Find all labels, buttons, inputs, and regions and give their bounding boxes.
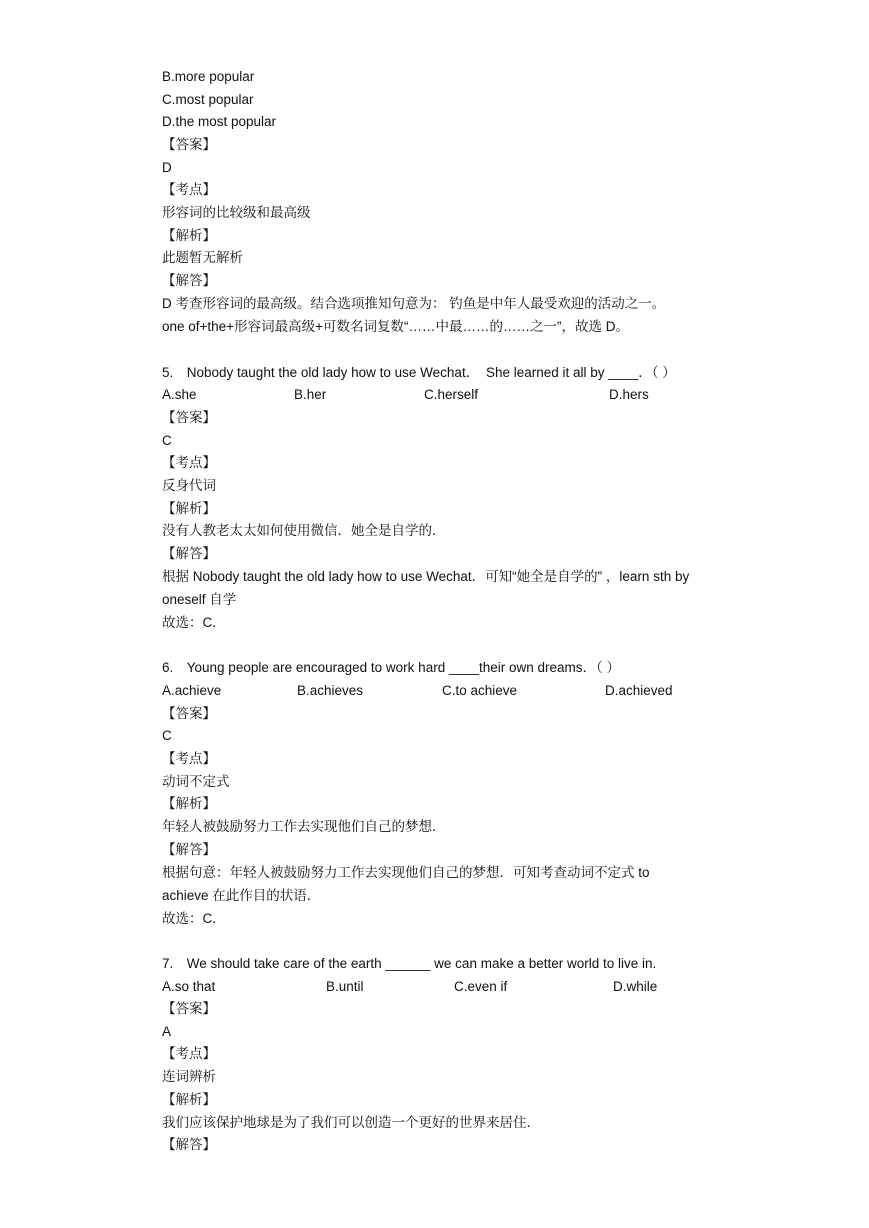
q6-solution-line: achieve 在此作目的状语． [162, 888, 321, 903]
q6-option-a: A.achieve [162, 683, 222, 698]
q6-question: 6. Young people are encouraged to work hard ____their own dreams．（ ） [162, 660, 621, 675]
q5-solution-label: 【解答】 [162, 546, 216, 561]
q5-analysis-label: 【解析】 [162, 501, 216, 516]
q6-solution-line: 根据句意：年轻人被鼓励努力工作去实现他们自己的梦想．可知考查动词不定式 to [162, 865, 650, 880]
q7-option-b: B.until [326, 979, 364, 994]
q6-solution-line: 故选：C． [162, 911, 226, 926]
q5-solution-line: 根据 Nobody taught the old lady how to use Wechat．可知“她全是自学的” ，learn sth by [162, 569, 690, 584]
q5-solution-line: 故选：C． [162, 615, 226, 630]
q5-answer: C [162, 433, 172, 448]
q6-analysis: 年轻人被鼓励努力工作去实现他们自己的梦想． [162, 819, 446, 834]
q7-solution-label: 【解答】 [162, 1137, 216, 1152]
q7-option-d: D.while [613, 979, 658, 994]
q4-option-c: C.most popular [162, 92, 254, 107]
q7-point-label: 【考点】 [162, 1046, 216, 1061]
q4-solution-line: one of+the+形容词最高级+可数名词复数“……中最……的……之一”，故选 D。 [162, 319, 629, 334]
q7-question: 7. We should take care of the earth ______ we can make a better world to live in. [162, 956, 657, 971]
q4-option-b: B.more popular [162, 69, 255, 84]
q5-answer-label: 【答案】 [162, 410, 216, 425]
q7-analysis-label: 【解析】 [162, 1092, 216, 1107]
q4-analysis: 此题暂无解析 [162, 250, 243, 265]
q5-analysis: 没有人教老太太如何使用微信．她全是自学的． [162, 523, 446, 538]
q4-analysis-label: 【解析】 [162, 228, 216, 243]
q6-option-b: B.achieves [297, 683, 364, 698]
q4-solution-line: D 考查形容词的最高级。结合选项推知句意为： 钓鱼是中年人最受欢迎的活动之一。 [162, 296, 666, 311]
q6-solution-label: 【解答】 [162, 842, 216, 857]
q4-answer: D [162, 160, 172, 175]
q5-point-label: 【考点】 [162, 455, 216, 470]
q5-option-c: C.herself [424, 387, 479, 402]
q5-question: 5. Nobody taught the old lady how to use Wechat． She learned it all by ____．（ ） [162, 365, 676, 380]
q7-point: 连词辨析 [162, 1069, 216, 1084]
q6-point-label: 【考点】 [162, 751, 216, 766]
q7-answer: A [162, 1024, 172, 1039]
q6-option-d: D.achieved [605, 683, 673, 698]
q4-option-d: D.the most popular [162, 114, 277, 129]
q5-point: 反身代词 [162, 478, 216, 493]
q5-option-d: D.hers [609, 387, 649, 402]
q4-point-label: 【考点】 [162, 182, 216, 197]
q6-analysis-label: 【解析】 [162, 796, 216, 811]
q5-option-a: A.she [162, 387, 197, 402]
q5-option-b: B.her [294, 387, 327, 402]
q7-analysis: 我们应该保护地球是为了我们可以创造一个更好的世界来居住． [162, 1115, 540, 1130]
q5-solution-line: oneself 自学 [162, 592, 237, 607]
q4-point: 形容词的比较级和最高级 [162, 205, 311, 220]
q4-answer-label: 【答案】 [162, 137, 216, 152]
q6-point: 动词不定式 [162, 774, 230, 789]
q7-answer-label: 【答案】 [162, 1001, 216, 1016]
q7-option-c: C.even if [454, 979, 508, 994]
q4-solution-label: 【解答】 [162, 273, 216, 288]
q6-answer: C [162, 728, 172, 743]
q6-option-c: C.to achieve [442, 683, 518, 698]
q6-answer-label: 【答案】 [162, 706, 216, 721]
q7-option-a: A.so that [162, 979, 216, 994]
